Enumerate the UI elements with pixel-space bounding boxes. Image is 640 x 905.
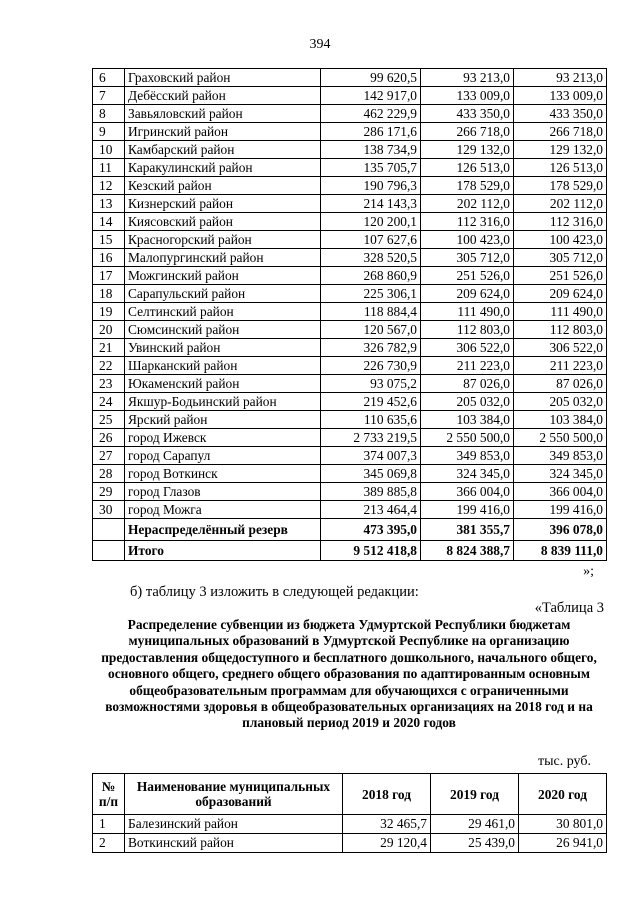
table-label: «Таблица 3 [534, 600, 604, 616]
table-row [93, 267, 607, 285]
value-2019: 103 384,0 [421, 411, 514, 429]
value-2019: 2 550 500,0 [421, 429, 514, 447]
value-2018: 135 705,7 [321, 159, 421, 177]
value-2018: 219 452,6 [321, 393, 421, 411]
header-num: № п/п [93, 774, 125, 815]
page-number: 394 [309, 37, 331, 52]
value-2018: 118 884,4 [321, 303, 421, 321]
row-number: 24 [93, 393, 125, 411]
table-row [93, 375, 607, 393]
value-2020: 26 941,0 [519, 834, 607, 853]
value-2020: 211 223,0 [514, 357, 607, 375]
municipality-name: Балезинский район [125, 815, 343, 834]
table-row [93, 321, 607, 339]
row-number: 1 [93, 815, 125, 834]
municipality-name: Кезский район [125, 177, 321, 195]
row-number: 13 [93, 195, 125, 213]
table-title: Распределение субвенции из бюджета Удмуртской Республики бюджетам муниципальных образований в Удмуртской Республике на организацию предоставления общедоступного и бесплатного дошкольного, начального общего, основного общего, среднего общего образования по адаптированным основным общеобразовательным программам для обучающихся с ограниченными возможностями здоровья в общеобразовательных организациях на 2018 год и на плановый период 2019 и 2020 годов [101, 617, 597, 731]
municipality-name: Дебёсский район [125, 87, 321, 105]
value-2019: 126 513,0 [421, 159, 514, 177]
table-row [93, 447, 607, 465]
municipality-name: Красногорский район [125, 231, 321, 249]
municipality-name: город Можга [125, 501, 321, 519]
value-2019: 100 423,0 [421, 231, 514, 249]
municipality-name: Камбарский район [125, 141, 321, 159]
value-2020: 433 350,0 [514, 105, 607, 123]
value-2019: 366 004,0 [421, 483, 514, 501]
row-number: 29 [93, 483, 125, 501]
row-number: 20 [93, 321, 125, 339]
value-2018: 226 730,9 [321, 357, 421, 375]
value-2020: 349 853,0 [514, 447, 607, 465]
municipality-name: Можгинский район [125, 267, 321, 285]
value-2018: 138 734,9 [321, 141, 421, 159]
table-row [93, 339, 607, 357]
municipality-name: Ярский район [125, 411, 321, 429]
table-row [93, 105, 607, 123]
table-row [93, 159, 607, 177]
row-number-empty [93, 519, 125, 541]
table-row [93, 834, 607, 853]
value-2018: 32 465,7 [343, 815, 431, 834]
value-2018: 190 796,3 [321, 177, 421, 195]
value-2020: 366 004,0 [514, 483, 607, 501]
value-2020: 305 712,0 [514, 249, 607, 267]
table-3-body [93, 815, 607, 853]
value-2019: 433 350,0 [421, 105, 514, 123]
header-name: Наименование муниципальных образований [125, 774, 343, 815]
value-2019: 306 522,0 [421, 339, 514, 357]
value-2020: 126 513,0 [514, 159, 607, 177]
table-row [93, 141, 607, 159]
value-2018: 93 075,2 [321, 375, 421, 393]
amendment-instruction: б) таблицу 3 изложить в следующей редакции: [130, 584, 419, 600]
municipality-name: город Глазов [125, 483, 321, 501]
value-2018: 345 069,8 [321, 465, 421, 483]
header-2019: 2019 год [431, 774, 519, 815]
row-number: 10 [93, 141, 125, 159]
row-number: 21 [93, 339, 125, 357]
value-2019: 202 112,0 [421, 195, 514, 213]
row-number: 30 [93, 501, 125, 519]
row-number: 18 [93, 285, 125, 303]
value-2019: 349 853,0 [421, 447, 514, 465]
value-2020: 87 026,0 [514, 375, 607, 393]
value-2018: 110 635,6 [321, 411, 421, 429]
municipality-name: город Сарапул [125, 447, 321, 465]
municipality-name: город Воткинск [125, 465, 321, 483]
reserve-label: Нераспределённый резерв [125, 519, 321, 541]
table-row [93, 483, 607, 501]
value-2019: 111 490,0 [421, 303, 514, 321]
total-row [93, 541, 607, 561]
table-row [93, 213, 607, 231]
row-number: 7 [93, 87, 125, 105]
value-2019: 112 803,0 [421, 321, 514, 339]
value-2020: 199 416,0 [514, 501, 607, 519]
value-2018: 213 464,4 [321, 501, 421, 519]
value-2019: 266 718,0 [421, 123, 514, 141]
table-row [93, 249, 607, 267]
unit-label: тыс. руб. [538, 754, 591, 769]
value-2019: 324 345,0 [421, 465, 514, 483]
municipality-name: Увинский район [125, 339, 321, 357]
subsidy-table-continued [92, 68, 607, 561]
row-number: 26 [93, 429, 125, 447]
table-row [93, 177, 607, 195]
municipality-name: город Ижевск [125, 429, 321, 447]
value-2020: 100 423,0 [514, 231, 607, 249]
value-2018: 120 567,0 [321, 321, 421, 339]
table-row [93, 69, 607, 87]
value-2018: 286 171,6 [321, 123, 421, 141]
table-3 [92, 773, 607, 853]
reserve-value-2019: 381 355,7 [421, 519, 514, 541]
municipality-name: Юкаменский район [125, 375, 321, 393]
table-row [93, 285, 607, 303]
value-2019: 25 439,0 [431, 834, 519, 853]
row-number-empty [93, 541, 125, 561]
table-3-header-row [93, 774, 607, 815]
municipality-name: Селтинский район [125, 303, 321, 321]
table-row [93, 357, 607, 375]
municipality-name: Малопургинский район [125, 249, 321, 267]
row-number: 8 [93, 105, 125, 123]
row-number: 15 [93, 231, 125, 249]
municipality-name: Воткинский район [125, 834, 343, 853]
value-2018: 326 782,9 [321, 339, 421, 357]
municipality-name: Сюмсинский район [125, 321, 321, 339]
header-2020: 2020 год [519, 774, 607, 815]
table-row [93, 411, 607, 429]
value-2018: 99 620,5 [321, 69, 421, 87]
total-label: Итого [125, 541, 321, 561]
value-2020: 112 803,0 [514, 321, 607, 339]
municipality-name: Кизнерский район [125, 195, 321, 213]
municipality-name: Граховский район [125, 69, 321, 87]
value-2019: 251 526,0 [421, 267, 514, 285]
value-2019: 199 416,0 [421, 501, 514, 519]
municipality-name: Завьяловский район [125, 105, 321, 123]
row-number: 2 [93, 834, 125, 853]
value-2020: 205 032,0 [514, 393, 607, 411]
header-2018: 2018 год [343, 774, 431, 815]
table-row [93, 303, 607, 321]
value-2018: 225 306,1 [321, 285, 421, 303]
row-number: 19 [93, 303, 125, 321]
row-number: 25 [93, 411, 125, 429]
value-2020: 112 316,0 [514, 213, 607, 231]
total-value-2018: 9 512 418,8 [321, 541, 421, 561]
value-2020: 324 345,0 [514, 465, 607, 483]
row-number: 6 [93, 69, 125, 87]
row-number: 9 [93, 123, 125, 141]
closing-quote: »; [583, 564, 594, 579]
municipality-name: Каракулинский район [125, 159, 321, 177]
table-row [93, 815, 607, 834]
row-number: 14 [93, 213, 125, 231]
municipality-name: Игринский район [125, 123, 321, 141]
value-2020: 111 490,0 [514, 303, 607, 321]
value-2018: 107 627,6 [321, 231, 421, 249]
table-row [93, 501, 607, 519]
total-value-2019: 8 824 388,7 [421, 541, 514, 561]
value-2020: 209 624,0 [514, 285, 607, 303]
municipality-name: Киясовский район [125, 213, 321, 231]
value-2018: 328 520,5 [321, 249, 421, 267]
value-2018: 214 143,3 [321, 195, 421, 213]
table-row [93, 465, 607, 483]
row-number: 23 [93, 375, 125, 393]
row-number: 11 [93, 159, 125, 177]
value-2019: 209 624,0 [421, 285, 514, 303]
table-row [93, 195, 607, 213]
table-row [93, 429, 607, 447]
municipality-name: Якшур-Бодьинский район [125, 393, 321, 411]
value-2020: 30 801,0 [519, 815, 607, 834]
value-2018: 268 860,9 [321, 267, 421, 285]
reserve-value-2020: 396 078,0 [514, 519, 607, 541]
value-2018: 2 733 219,5 [321, 429, 421, 447]
total-value-2020: 8 839 111,0 [514, 541, 607, 561]
row-number: 12 [93, 177, 125, 195]
value-2020: 93 213,0 [514, 69, 607, 87]
value-2018: 374 007,3 [321, 447, 421, 465]
value-2018: 120 200,1 [321, 213, 421, 231]
table-row [93, 87, 607, 105]
value-2018: 462 229,9 [321, 105, 421, 123]
value-2019: 133 009,0 [421, 87, 514, 105]
row-number: 27 [93, 447, 125, 465]
row-number: 28 [93, 465, 125, 483]
reserve-row [93, 519, 607, 541]
value-2019: 129 132,0 [421, 141, 514, 159]
row-number: 17 [93, 267, 125, 285]
value-2020: 202 112,0 [514, 195, 607, 213]
value-2020: 2 550 500,0 [514, 429, 607, 447]
municipality-name: Шарканский район [125, 357, 321, 375]
value-2018: 142 917,0 [321, 87, 421, 105]
row-number: 22 [93, 357, 125, 375]
municipality-name: Сарапульский район [125, 285, 321, 303]
row-number: 16 [93, 249, 125, 267]
value-2020: 133 009,0 [514, 87, 607, 105]
subsidy-table-body [93, 69, 607, 561]
reserve-value-2018: 473 395,0 [321, 519, 421, 541]
value-2020: 129 132,0 [514, 141, 607, 159]
value-2018: 29 120,4 [343, 834, 431, 853]
value-2020: 178 529,0 [514, 177, 607, 195]
value-2019: 211 223,0 [421, 357, 514, 375]
value-2018: 389 885,8 [321, 483, 421, 501]
value-2019: 87 026,0 [421, 375, 514, 393]
value-2019: 112 316,0 [421, 213, 514, 231]
value-2019: 305 712,0 [421, 249, 514, 267]
value-2019: 205 032,0 [421, 393, 514, 411]
value-2020: 306 522,0 [514, 339, 607, 357]
value-2020: 266 718,0 [514, 123, 607, 141]
value-2019: 178 529,0 [421, 177, 514, 195]
value-2020: 251 526,0 [514, 267, 607, 285]
value-2019: 29 461,0 [431, 815, 519, 834]
table-row [93, 231, 607, 249]
value-2020: 103 384,0 [514, 411, 607, 429]
table-row [93, 393, 607, 411]
table-row [93, 123, 607, 141]
value-2019: 93 213,0 [421, 69, 514, 87]
